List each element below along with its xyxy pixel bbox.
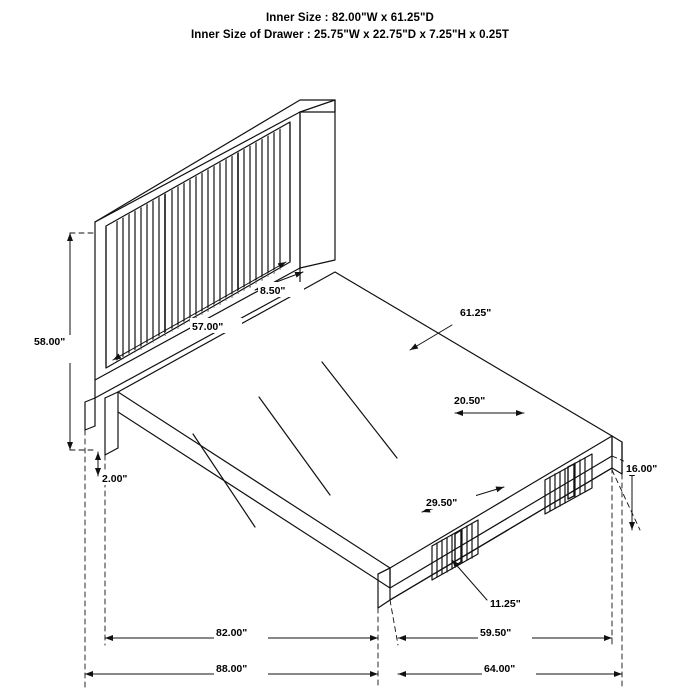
label-88: 88.00" bbox=[216, 663, 248, 675]
label-58: 58.00" bbox=[34, 336, 66, 348]
dim-57-line bbox=[113, 262, 286, 360]
label-5950: 59.50" bbox=[480, 627, 512, 639]
inner-size-note: Inner Size : 82.00"W x 61.25"D bbox=[266, 12, 434, 24]
label-2050: 20.50" bbox=[454, 395, 486, 407]
label-1125: 11.25" bbox=[490, 598, 521, 610]
headboard bbox=[85, 100, 335, 430]
label-2950: 29.50" bbox=[426, 497, 458, 509]
label-82: 82.00" bbox=[216, 627, 248, 639]
ext-mid-b bbox=[390, 600, 398, 645]
label-850: 8.50" bbox=[260, 285, 286, 297]
label-2: 2.00" bbox=[102, 473, 128, 485]
ext-fb-bottom bbox=[612, 470, 640, 530]
label-16: 16.00" bbox=[626, 463, 658, 475]
bed-platform bbox=[105, 272, 612, 588]
label-64: 64.00" bbox=[484, 663, 516, 675]
dim-1125-leader bbox=[452, 560, 487, 600]
label-6125: 61.25" bbox=[460, 307, 492, 319]
label-57: 57.00" bbox=[192, 321, 224, 333]
inner-drawer-size-note: Inner Size of Drawer : 25.75"W x 22.75"D x 7.25"H x 0.25T bbox=[190, 29, 509, 41]
